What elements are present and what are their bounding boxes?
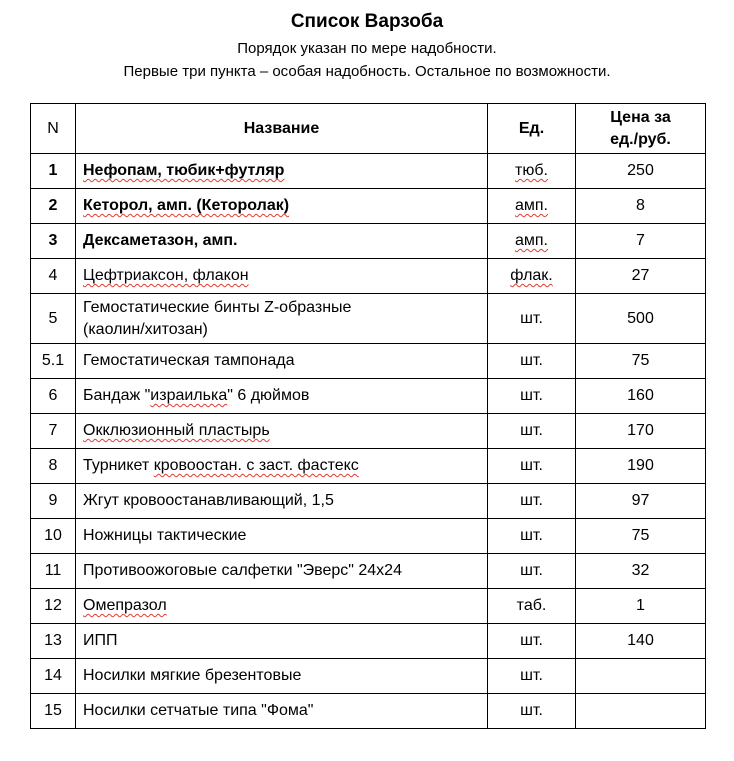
row-unit: шт. [488,694,576,729]
table-row [31,344,706,379]
row-name-text: Кеторол, амп. (Кеторолак) [83,197,290,214]
header-number: N [31,104,76,154]
table-row [31,659,706,694]
row-name [76,294,488,344]
table-row [31,224,706,259]
row-name: Ножницы тактические [76,519,488,554]
header-price-line1: Цена за [610,108,671,126]
row-unit-text: амп. [514,197,548,214]
header-price-line2: ед./руб. [610,130,671,148]
header-name: Название [76,104,488,154]
row-price: 7 [576,224,706,259]
row-number: 13 [31,624,76,659]
table-row [31,449,706,484]
row-name-text: Окклюзионный пластырь [83,422,270,439]
row-unit: шт. [488,659,576,694]
table-row [31,189,706,224]
table-row [31,414,706,449]
row-number: 2 [31,189,76,224]
row-name-part1: Бандаж " [83,387,151,404]
row-unit: шт. [488,554,576,589]
row-name: Гемостатическая тампонада [76,344,488,379]
header-unit: Ед. [488,104,576,154]
row-name: ИПП [76,624,488,659]
row-number: 8 [31,449,76,484]
table-row [31,624,706,659]
row-unit: шт. [488,414,576,449]
row-number: 6 [31,379,76,414]
row-number: 7 [31,414,76,449]
row-price: 250 [576,154,706,189]
table-row [31,379,706,414]
row-name [76,414,488,449]
row-name-text: Омепразол [83,597,167,614]
row-number: 5.1 [31,344,76,379]
row-number: 11 [31,554,76,589]
table-row [31,154,706,189]
row-price: 500 [576,294,706,344]
document-subtitle-line2: Первые три пункта – особая надобность. Остальное по возможности. [123,63,611,80]
row-name-part3: " 6 дюймов [227,387,310,404]
row-price: 1 [576,589,706,624]
table-row [31,589,706,624]
row-name-part2: кровоостан. с заст. фастекс [153,457,359,474]
row-number: 4 [31,259,76,294]
row-price: 75 [576,344,706,379]
row-name-line2: (каолин/хитозан) [83,320,208,338]
row-name: Носилки сетчатые типа "Фома" [76,694,488,729]
row-number: 15 [31,694,76,729]
supplies-table [30,103,706,729]
row-price: 8 [576,189,706,224]
row-unit-text: тюб. [515,162,548,179]
row-number: 12 [31,589,76,624]
document-subtitle-line1: Порядок указан по мере надобности. [237,40,497,57]
row-name [76,589,488,624]
row-name: Жгут кровоостанавливающий, 1,5 [76,484,488,519]
row-price: 170 [576,414,706,449]
row-name-part1: Турникет [83,457,154,474]
row-name [76,449,488,484]
row-unit: шт. [488,519,576,554]
table-row [31,259,706,294]
row-number: 3 [31,224,76,259]
row-price [576,694,706,729]
row-unit: шт. [488,294,576,344]
row-number: 5 [31,294,76,344]
row-number: 9 [31,484,76,519]
header-price [576,104,706,154]
row-unit: шт. [488,379,576,414]
row-name [76,379,488,414]
row-price: 140 [576,624,706,659]
row-price: 27 [576,259,706,294]
table-row [31,294,706,344]
table-row [31,694,706,729]
row-price: 190 [576,449,706,484]
row-unit-text: флак. [510,267,553,284]
table-header-row [31,104,706,154]
row-name: Противоожоговые салфетки "Эверс" 24х24 [76,554,488,589]
row-unit-text: амп. [514,232,548,249]
row-unit [488,189,576,224]
row-unit [488,224,576,259]
table-row [31,519,706,554]
row-price: 75 [576,519,706,554]
row-name-part2: израилька [150,387,228,404]
row-price: 160 [576,379,706,414]
row-price: 32 [576,554,706,589]
table-row [31,554,706,589]
row-number: 10 [31,519,76,554]
document-title: Список Варзоба [290,11,444,32]
row-name [76,259,488,294]
row-name-line1: Гемостатические бинты Z-образные [83,298,352,316]
row-number: 14 [31,659,76,694]
row-unit: шт. [488,449,576,484]
row-unit: таб. [488,589,576,624]
row-unit: шт. [488,624,576,659]
row-unit: шт. [488,484,576,519]
row-name-text: Цефтриаксон, флакон [83,267,249,284]
row-name [76,154,488,189]
row-name: Дексаметазон, амп. [76,224,488,259]
row-unit [488,259,576,294]
table-row [31,484,706,519]
row-price: 97 [576,484,706,519]
row-unit [488,154,576,189]
row-name: Носилки мягкие брезентовые [76,659,488,694]
row-price [576,659,706,694]
row-number: 1 [31,154,76,189]
row-name [76,189,488,224]
row-name-text: Нефопам, тюбик+футляр [83,162,285,179]
row-unit: шт. [488,344,576,379]
